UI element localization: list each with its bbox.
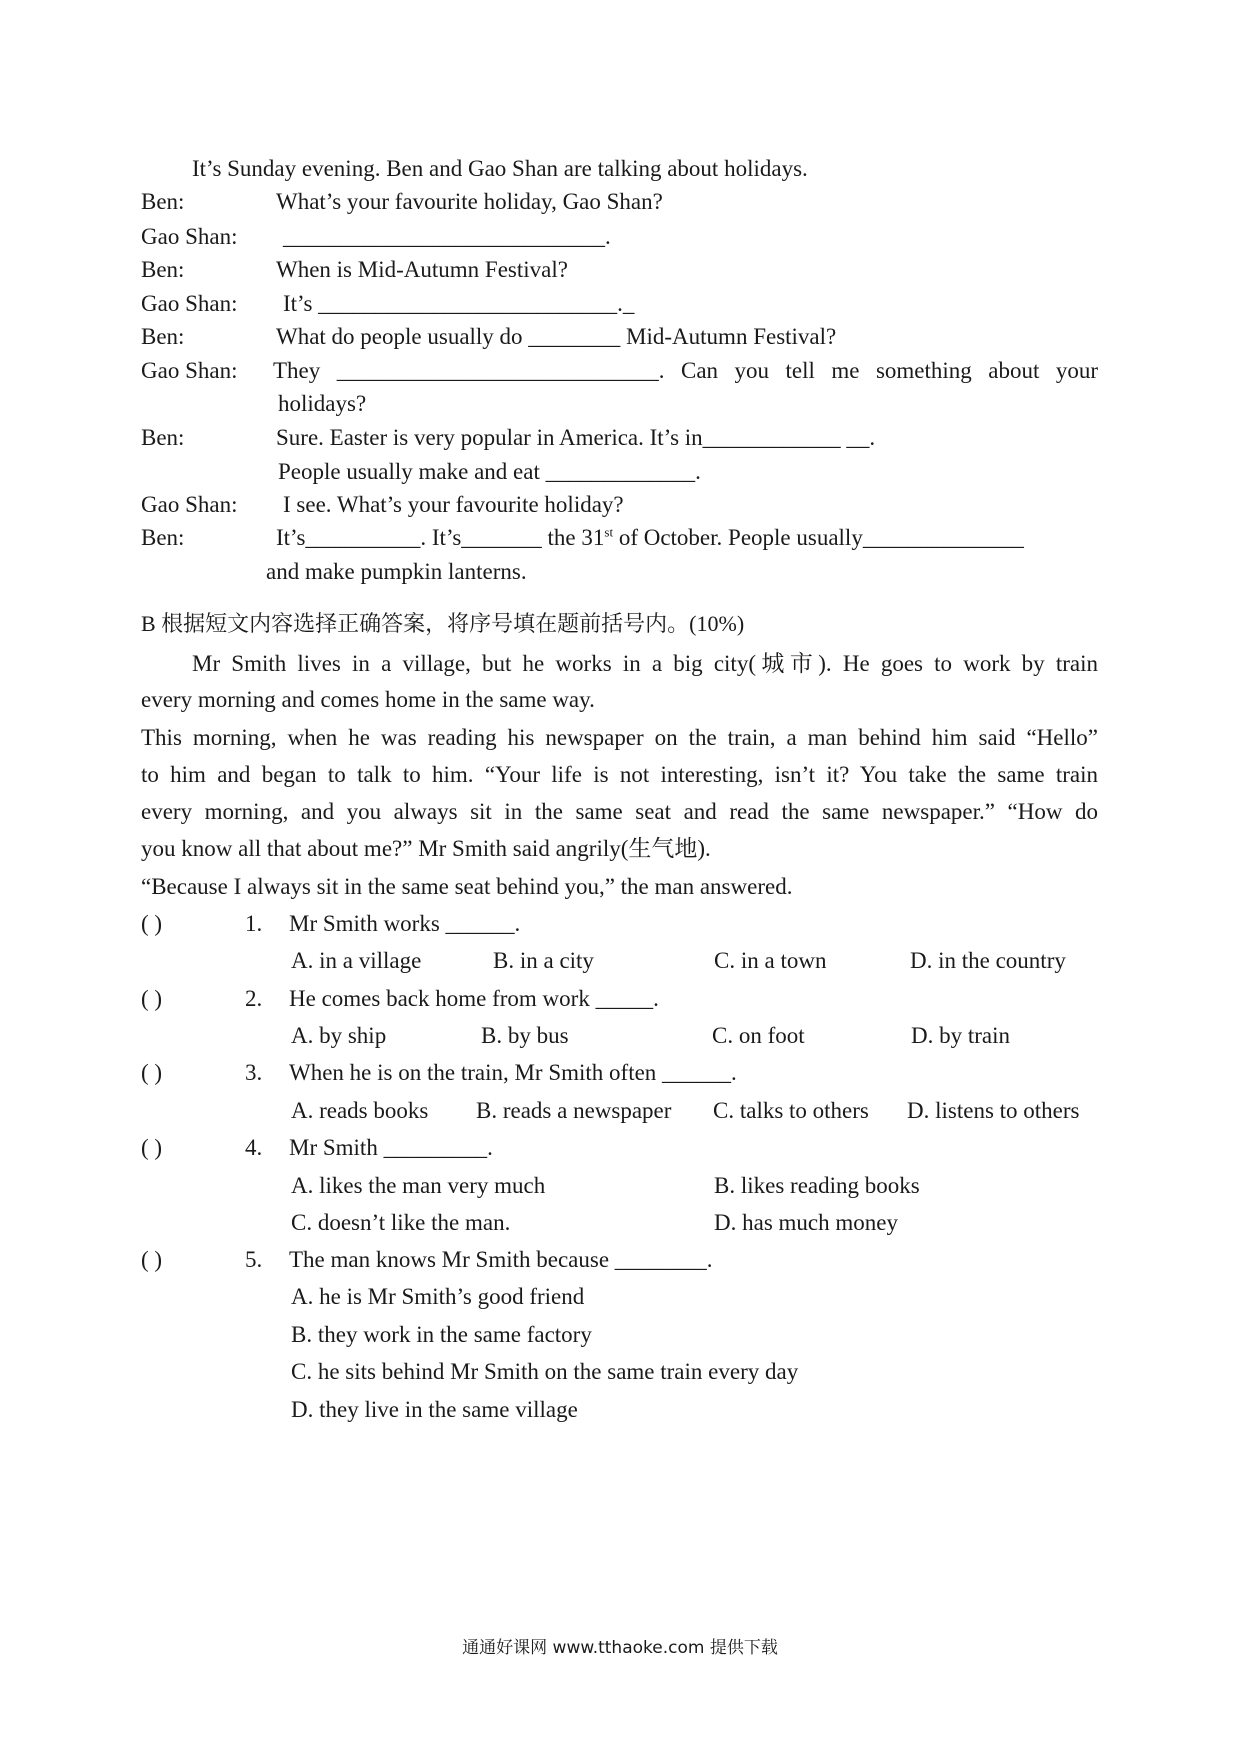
question-number: 3. xyxy=(245,1060,263,1085)
speaker-label: Gao Shan: xyxy=(141,492,238,517)
line-text-part: It’s__________. It’s_______ the 31 xyxy=(276,525,605,550)
dialogue-intro: It’s Sunday evening. Ben and Gao Shan are talking about holidays. xyxy=(192,156,808,181)
passage-line: “Because I always sit in the same seat behind you,” the man answered. xyxy=(141,874,793,899)
dialogue-line: When is Mid-Autumn Festival? xyxy=(276,257,568,282)
option-c: C. talks to others xyxy=(713,1098,869,1123)
option-a: A. by ship xyxy=(291,1023,387,1048)
dialogue-line[interactable]: It’s __________________________._ xyxy=(283,291,635,316)
ordinal-suffix: st xyxy=(604,524,614,540)
option-d: D. has much money xyxy=(714,1210,898,1235)
answer-bracket[interactable]: ( ) xyxy=(141,911,163,936)
dialogue-line: and make pumpkin lanterns. xyxy=(266,559,527,584)
option-a: A. likes the man very much xyxy=(291,1173,546,1198)
speaker-label: Ben: xyxy=(141,425,185,450)
passage-line: to him and began to talk to him. “Your life is not interesting, isn’t it? You take the same train xyxy=(141,762,1098,787)
passage-line: you know all that about me?” Mr Smith said angrily(生气地). xyxy=(141,836,711,861)
answer-bracket[interactable]: ( ) xyxy=(141,986,163,1011)
speaker-label: Gao Shan: xyxy=(141,224,238,249)
passage-line: every morning and comes home in the same way. xyxy=(141,687,595,712)
speaker-label: Ben: xyxy=(141,525,185,550)
speaker-label: Ben: xyxy=(141,257,185,282)
dialogue-line[interactable]: Sure. Easter is very popular in America. It’s in____________ __. xyxy=(276,425,876,450)
option-b: B. by bus xyxy=(481,1023,569,1048)
question-stem: Mr Smith _________. xyxy=(289,1135,493,1160)
section-heading: B 根据短文内容选择正确答案，将序号填在题前括号内。(10%) xyxy=(141,611,745,636)
speaker-label: Gao Shan: xyxy=(141,358,238,383)
question-stem: The man knows Mr Smith because ________. xyxy=(289,1247,713,1272)
dialogue-line[interactable]: People usually make and eat _____________. xyxy=(278,459,701,484)
answer-blank[interactable]: ____________________________. xyxy=(283,224,611,249)
question-number: 5. xyxy=(245,1247,263,1272)
option-b: B. they work in the same factory xyxy=(291,1322,592,1347)
dialogue-line[interactable]: What do people usually do ________ Mid-Autumn Festival? xyxy=(276,324,837,349)
dialogue-line: holidays? xyxy=(278,391,367,416)
option-d: D. listens to others xyxy=(907,1098,1080,1123)
option-b: B. reads a newspaper xyxy=(476,1098,672,1123)
answer-bracket[interactable]: ( ) xyxy=(141,1135,163,1160)
question-number: 2. xyxy=(245,986,263,1011)
answer-bracket[interactable]: ( ) xyxy=(141,1247,163,1272)
question-number: 4. xyxy=(245,1135,263,1160)
option-d: D. by train xyxy=(911,1023,1011,1048)
option-a: A. he is Mr Smith’s good friend xyxy=(291,1284,585,1309)
speaker-label: Ben: xyxy=(141,189,185,214)
option-c: C. doesn’t like the man. xyxy=(291,1210,511,1235)
passage-line: every morning, and you always sit in the same seat and read the same newspaper.” “How do xyxy=(141,799,1098,824)
dialogue-line[interactable]: They ____________________________. Can you tell me something about your xyxy=(273,358,1098,383)
question-stem: He comes back home from work _____. xyxy=(289,986,659,1011)
option-a: A. reads books xyxy=(291,1098,429,1123)
question-stem: When he is on the train, Mr Smith often ______. xyxy=(289,1060,737,1085)
dialogue-line: I see. What’s your favourite holiday? xyxy=(283,492,624,517)
speaker-label: Gao Shan: xyxy=(141,291,238,316)
page-footer: 通通好课网 www.tthaoke.com 提供下载 xyxy=(462,1638,778,1658)
question-number: 1. xyxy=(245,911,263,936)
dialogue-line[interactable] xyxy=(276,524,1024,552)
dialogue-line: What’s your favourite holiday, Gao Shan? xyxy=(276,189,663,214)
option-d: D. they live in the same village xyxy=(291,1397,578,1422)
option-c: C. in a town xyxy=(714,948,827,973)
option-c: C. he sits behind Mr Smith on the same train every day xyxy=(291,1359,799,1384)
question-stem: Mr Smith works ______. xyxy=(289,911,521,936)
option-a: A. in a village xyxy=(291,948,422,973)
option-c: C. on foot xyxy=(712,1023,805,1048)
passage-line: This morning, when he was reading his newspaper on the train, a man behind him said “Hello” xyxy=(141,725,1098,750)
answer-bracket[interactable]: ( ) xyxy=(141,1060,163,1085)
speaker-label: Ben: xyxy=(141,324,185,349)
line-text-part: of October. People usually______________ xyxy=(613,525,1024,550)
option-b: B. in a city xyxy=(493,948,594,973)
passage-line: Mr Smith lives in a village, but he works in a big city(城市). He goes to work by train xyxy=(192,651,1098,676)
option-d: D. in the country xyxy=(910,948,1066,973)
option-b: B. likes reading books xyxy=(714,1173,920,1198)
